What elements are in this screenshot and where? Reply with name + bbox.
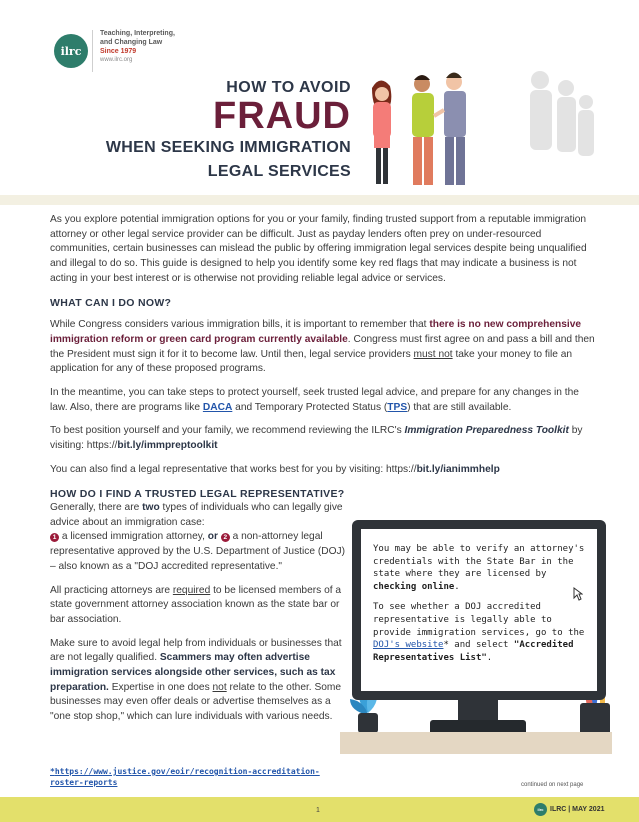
title-line-4: LEGAL SERVICES	[207, 163, 351, 180]
monitor-stand-neck	[458, 700, 498, 722]
background-silhouettes-icon	[530, 71, 594, 156]
required-emphasis: required	[172, 584, 211, 596]
text: .	[486, 652, 493, 663]
text: . Congress must first agree on and pass a bill and then the President must sign it for it to become law. Until then, legal service providers	[50, 333, 595, 360]
logo-url[interactable]: www.ilrc.org	[100, 57, 133, 63]
bar-paragraph	[50, 584, 350, 628]
toolkit-url[interactable]: bit.ly/immpreptoolkit	[117, 440, 218, 452]
monitor-illustration	[340, 515, 630, 785]
no-new-program-emphasis: there is no new comprehensive immigration reform or green card program currently available	[50, 319, 582, 345]
text: To best position yourself and your family, we recommend reviewing the ILRC's	[50, 425, 405, 437]
two-types-paragraph	[50, 501, 350, 575]
text: types of individuals who can legally give advice about an immigration case:	[50, 502, 343, 528]
must-not-emphasis: must not	[413, 348, 453, 360]
intro-paragraph: As you explore potential immigration options for you or your family, finding trusted support from a reputable immigration attorney or other legal service provider can be difficult. Just as payday lenders often prey on under-resourced communities, certain businesses can mislead the public by offering immigration legal services despite being unqualified and illegal to do so. This guide is designed to help you identify some key red flags that may indicate a business is not acting in your best interest or is otherwise not providing reliable legal advice or services.	[50, 214, 587, 284]
monitor-screen	[361, 529, 597, 691]
text: relate to the other. Some businesses may even offer deals or advertise themselves as a "one stop shop," which can lure individuals with various needs.	[50, 681, 342, 723]
two-emphasis: two	[142, 502, 160, 513]
toolkit-title: Immigration Preparedness Toolkit	[404, 425, 569, 437]
ianimmhelp-url[interactable]: bit.ly/ianimmhelp	[416, 463, 500, 475]
text: .	[454, 581, 460, 592]
person-right-icon	[434, 73, 466, 186]
heading-trusted-representative: HOW DO I FIND A TRUSTED LEGAL REPRESENTATIVE?	[50, 487, 345, 500]
logo-tagline	[100, 29, 175, 65]
scammers-emphasis: Scammers may often advertise immigration services alongside other services, such as tax preparation.	[50, 652, 336, 693]
text: While Congress considers various immigration bills, it is important to remember that	[50, 319, 430, 331]
text: To see whether a DOJ accredited representative is legally able to provide immigration services, go to the	[373, 602, 585, 638]
page-number: 1	[316, 807, 320, 814]
text: take your money to file an application for any of these proposed programs.	[50, 348, 573, 375]
text: Expertise in one does	[108, 681, 213, 693]
footnote	[50, 766, 350, 788]
doj-website-link[interactable]: DOJ's website	[373, 640, 444, 651]
left-column	[50, 501, 350, 734]
logo-mark: ilrc	[60, 44, 82, 58]
accredited-list-emphasis: "Accredited Representatives List"	[373, 640, 574, 663]
text: You may be able to verify an attorney's credentials with the State Bar in the state where they are licensed by	[373, 544, 585, 580]
heading-what-can-i-do: WHAT CAN I DO NOW?	[50, 296, 172, 309]
meantime-paragraph	[50, 386, 595, 415]
logo-line-1: Teaching, Interpreting,	[100, 30, 175, 37]
text: You can also find a legal representative that works best for you by visiting: https://	[50, 463, 417, 475]
footer-label: ILRC | MAY 2021	[550, 806, 605, 813]
cursor-icon	[573, 587, 583, 601]
scammers-paragraph	[50, 637, 350, 725]
page-title	[106, 79, 351, 181]
text: a non-attorney legal representative approved by the U.S. Department of Justice (DOJ) – also known as a "DOJ accredited representative."	[50, 531, 346, 572]
tps-link[interactable]: TPS	[387, 401, 408, 413]
ilrc-logo[interactable]	[54, 34, 88, 68]
not-emphasis: not	[212, 681, 227, 693]
title-fraud: FRAUD	[213, 95, 351, 137]
checking-online-emphasis: checking online	[373, 581, 455, 592]
logo-line-3: Since 1979	[100, 48, 137, 55]
toolkit-paragraph	[50, 424, 595, 453]
doj-roster-link[interactable]: https://www.justice.gov/eoir/recognition-accreditation-roster-reports	[50, 767, 320, 787]
desk	[340, 732, 612, 754]
monitor-stand-base	[430, 720, 526, 732]
main-content	[50, 213, 595, 509]
number-two-badge: 2	[221, 533, 230, 542]
text: to be licensed members of a state government attorney association known as the state bar or bar association.	[50, 584, 342, 625]
continued-note: continued on next page	[521, 782, 584, 788]
text: In the meantime, you can take steps to protect yourself, seek trusted legal advice, and prepare for any changes in the law. Also, there are programs like	[50, 387, 579, 413]
footer-logo-mark: ilrc	[537, 807, 544, 812]
title-line-1: HOW TO AVOID	[226, 79, 351, 96]
person-middle-icon	[412, 75, 434, 185]
logo-line-2: and Changing Law	[100, 39, 163, 46]
title-line-3: WHEN SEEKING IMMIGRATION	[105, 139, 351, 156]
daca-link[interactable]: DACA	[202, 401, 233, 413]
person-left-icon	[372, 80, 391, 184]
text: Generally, there are	[50, 502, 143, 513]
logo-divider	[92, 30, 93, 72]
text: * and select	[443, 640, 514, 651]
verify-attorney-text	[373, 543, 585, 593]
congress-paragraph	[50, 318, 595, 377]
text: All practicing attorneys are	[50, 584, 173, 596]
text: Make sure to avoid legal help from individuals or businesses that are not legally qualified.	[50, 637, 342, 664]
people-handshake-illustration	[362, 58, 602, 198]
doj-check-text	[373, 601, 585, 664]
footer-logo	[534, 803, 547, 816]
footnote-star: *	[50, 767, 55, 776]
text: ) that are still available.	[407, 401, 512, 413]
or-emphasis: or	[207, 531, 218, 543]
text: a licensed immigration attorney,	[59, 531, 208, 543]
find-rep-paragraph	[50, 463, 595, 478]
number-one-badge: 1	[50, 533, 59, 542]
text: by visiting: https://	[50, 425, 583, 452]
text: and Temporary Protected Status (	[232, 401, 388, 413]
